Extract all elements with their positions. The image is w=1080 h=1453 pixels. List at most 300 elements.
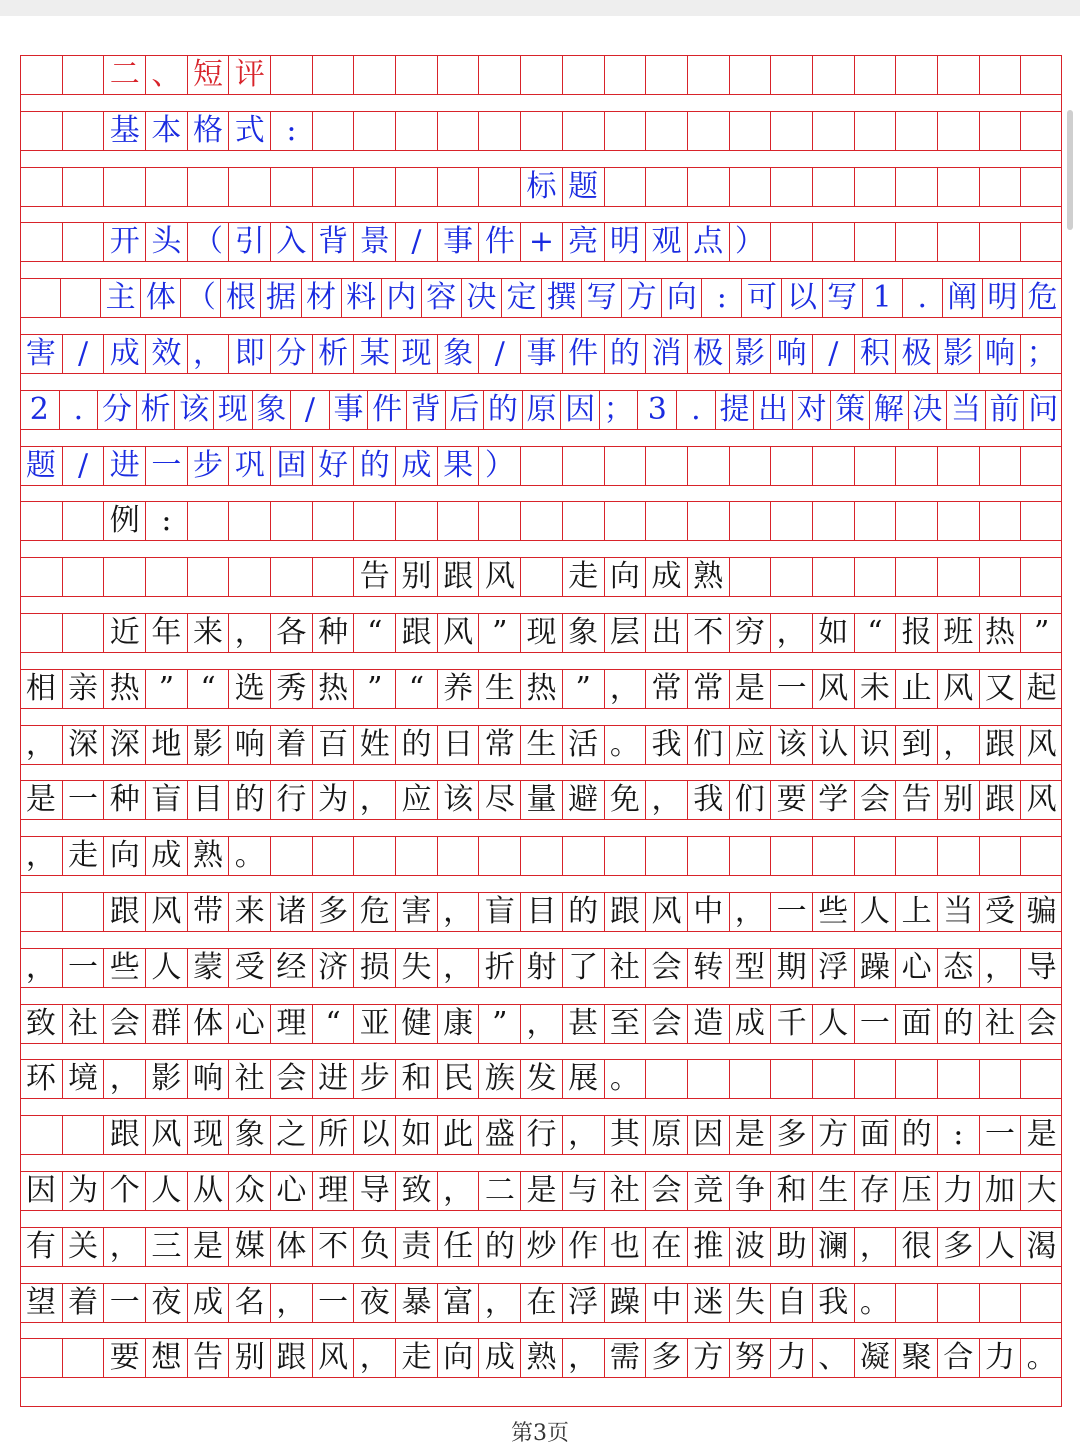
- grid-cell: 族: [478, 1060, 520, 1098]
- grid-cell: ”: [478, 1005, 520, 1043]
- grid-cell: [62, 168, 104, 206]
- grid-cell: :: [701, 279, 741, 317]
- grid-cell: 成: [395, 447, 437, 485]
- grid-cell: ；: [599, 391, 638, 429]
- grid-cell: 行: [270, 781, 312, 819]
- grid-row: [20, 222, 1062, 262]
- grid-cell: [270, 168, 312, 206]
- grid-cell: [103, 558, 145, 596]
- grid-cell: ，: [562, 1116, 604, 1154]
- grid-cell: 受: [979, 893, 1021, 931]
- grid-cell: [312, 837, 354, 875]
- grid-cell: 别: [937, 781, 979, 819]
- grid-cell: +: [520, 223, 562, 261]
- grid-cell: 聚: [895, 1339, 937, 1377]
- grid-cell: 不: [312, 1228, 354, 1266]
- grid-row: [20, 55, 1062, 95]
- grid-cell: [937, 56, 979, 94]
- grid-cell: 相: [25, 670, 56, 706]
- grid-cell: 心: [228, 1005, 270, 1043]
- grid-cell: 炒: [520, 1228, 562, 1266]
- grid-cell: 。: [604, 1060, 646, 1098]
- grid-cell: 展: [562, 1060, 604, 1098]
- grid-cell: 人: [145, 1172, 187, 1210]
- grid-cell: 力: [770, 1339, 812, 1377]
- grid-cell: [895, 1284, 937, 1322]
- grid-cell: [60, 279, 100, 317]
- grid-cell: [20, 112, 62, 150]
- grid-cell: 存: [854, 1172, 896, 1210]
- grid-cell: 社: [979, 1005, 1021, 1043]
- grid-cell: 后: [445, 391, 484, 429]
- grid-cell: 尽: [478, 781, 520, 819]
- grid-cell: 在: [645, 1228, 687, 1266]
- grid-cell: [1020, 447, 1062, 485]
- grid-cell: 分: [97, 391, 136, 429]
- grid-cell: [854, 558, 896, 596]
- grid-cell: [895, 223, 937, 261]
- grid-cell: 评: [228, 56, 270, 94]
- grid-cell: 例: [103, 502, 145, 540]
- grid-cell: [729, 1060, 771, 1098]
- grid-cell: 方: [812, 1116, 854, 1154]
- grid-cell: [854, 1060, 896, 1098]
- grid-cell: 因: [25, 1173, 56, 1208]
- grid-cell: 是: [729, 1116, 771, 1154]
- grid-cell: 多: [937, 1228, 979, 1266]
- grid-cell: 夜: [353, 1284, 395, 1322]
- grid-cell: [395, 502, 437, 540]
- grid-cell: 推: [687, 1228, 729, 1266]
- grid-cell: 该: [770, 726, 812, 764]
- grid-cell: 一: [62, 949, 104, 987]
- grid-cell: 消: [645, 335, 687, 373]
- grid-cell: ，: [103, 1228, 145, 1266]
- grid-cell: 方: [621, 279, 661, 317]
- grid-cell: 原: [522, 391, 561, 429]
- grid-row: [20, 501, 1062, 541]
- grid-cell: 班: [937, 614, 979, 652]
- grid-cell: [270, 558, 312, 596]
- grid-cell: [895, 558, 937, 596]
- grid-cell: [520, 837, 562, 875]
- grid-cell: 事: [437, 223, 479, 261]
- grid-cell: ，: [437, 1172, 479, 1210]
- grid-cell: 会: [645, 949, 687, 987]
- grid-cell: 着: [62, 1284, 104, 1322]
- grid-cell: :: [937, 1116, 979, 1154]
- grid-cell: 因: [687, 1116, 729, 1154]
- grid-cell: [687, 112, 729, 150]
- grid-row: [20, 1283, 1062, 1323]
- grid-cell: 识: [854, 726, 896, 764]
- grid-cell: [62, 614, 104, 652]
- grid-cell: 决: [461, 279, 501, 317]
- grid-cell: [770, 112, 812, 150]
- grid-cell: [145, 558, 187, 596]
- grid-cell: 失: [729, 1284, 771, 1322]
- grid-cell: 穷: [729, 614, 771, 652]
- grid-row: [20, 167, 1062, 207]
- grid-cell: 竞: [687, 1172, 729, 1210]
- grid-cell: 环: [25, 1061, 56, 1097]
- grid-row: [20, 1171, 1062, 1211]
- grid-cell: 2: [29, 391, 49, 427]
- grid-cell: 层: [604, 614, 646, 652]
- grid-cell: 应: [729, 726, 771, 764]
- grid-cell: [62, 558, 104, 596]
- grid-cell: 成: [187, 1284, 229, 1322]
- grid-cell: 众: [228, 1172, 270, 1210]
- grid-cell: [854, 837, 896, 875]
- grid-cell: 害: [395, 893, 437, 931]
- grid-cell: 熟: [687, 558, 729, 596]
- grid-cell: 现: [213, 391, 252, 429]
- grid-cell: [729, 56, 771, 94]
- grid-row: [20, 780, 1062, 820]
- grid-cell: 为: [312, 781, 354, 819]
- grid-cell: 社: [604, 949, 646, 987]
- grid-cell: 些: [812, 893, 854, 931]
- grid-cell: 决: [908, 391, 947, 429]
- grid-cell: [395, 837, 437, 875]
- grid-cell: [187, 502, 229, 540]
- grid-cell: [353, 837, 395, 875]
- grid-cell: 。: [854, 1284, 896, 1322]
- grid-cell: 极: [895, 335, 937, 373]
- grid-cell: 响: [979, 335, 1021, 373]
- grid-cell: ，: [854, 1228, 896, 1266]
- grid-cell: 群: [145, 1005, 187, 1043]
- grid-row: [20, 892, 1062, 932]
- grid-cell: [20, 168, 62, 206]
- grid-cell: 百: [312, 726, 354, 764]
- grid-cell: 析: [136, 391, 175, 429]
- grid-cell: [103, 168, 145, 206]
- grid-cell: 影: [937, 335, 979, 373]
- grid-cell: [729, 168, 771, 206]
- grid-cell: [979, 1060, 1021, 1098]
- grid-cell: [1020, 1060, 1062, 1098]
- grid-cell: 我: [645, 726, 687, 764]
- grid-cell: [353, 56, 395, 94]
- grid-cell: 出: [753, 391, 792, 429]
- grid-cell: [687, 1060, 729, 1098]
- grid-cell: ）: [729, 223, 771, 261]
- grid-cell: [937, 168, 979, 206]
- grid-cell: ，: [25, 726, 56, 762]
- grid-cell: [687, 447, 729, 485]
- grid-cell: 影: [187, 726, 229, 764]
- grid-cell: 的: [483, 391, 522, 429]
- grid-cell: 。: [228, 837, 270, 875]
- scrollbar-thumb[interactable]: [1067, 110, 1073, 230]
- grid-cell: 人: [979, 1228, 1021, 1266]
- grid-cell: [562, 837, 604, 875]
- grid-cell: 加: [979, 1172, 1021, 1210]
- grid-cell: 折: [478, 949, 520, 987]
- grid-cell: 背: [312, 223, 354, 261]
- grid-cell: ”: [353, 670, 395, 708]
- grid-cell: ，: [770, 614, 812, 652]
- grid-cell: [312, 56, 354, 94]
- grid-cell: 风: [437, 614, 479, 652]
- grid-cell: 本: [145, 112, 187, 150]
- grid-row: [20, 669, 1062, 709]
- grid-cell: 期: [770, 949, 812, 987]
- grid-cell: 。: [604, 726, 646, 764]
- grid-cell: 助: [770, 1228, 812, 1266]
- grid-cell: 力: [937, 1172, 979, 1210]
- grid-cell: [895, 56, 937, 94]
- grid-cell: 风: [145, 1116, 187, 1154]
- grid-cell: 民: [437, 1060, 479, 1098]
- grid-cell: 告: [895, 781, 937, 819]
- grid-cell: 深: [62, 726, 104, 764]
- grid-cell: 是: [1020, 1116, 1062, 1154]
- grid-cell: 有: [25, 1228, 56, 1264]
- grid-cell: 与: [562, 1172, 604, 1210]
- grid-row: [20, 948, 1062, 988]
- grid-cell: 明: [982, 279, 1022, 317]
- grid-cell: 策: [830, 391, 869, 429]
- grid-cell: 步: [353, 1060, 395, 1098]
- grid-cell: 人: [812, 1005, 854, 1043]
- grid-cell: 的: [395, 726, 437, 764]
- grid-cell: [812, 168, 854, 206]
- grid-cell: 和: [770, 1172, 812, 1210]
- grid-cell: [312, 558, 354, 596]
- grid-cell: 热: [979, 614, 1021, 652]
- grid-cell: 多: [770, 1116, 812, 1154]
- grid-cell: 因: [560, 391, 599, 429]
- grid-cell: [270, 502, 312, 540]
- grid-cell: 止: [895, 670, 937, 708]
- grid-cell: ；: [1020, 335, 1062, 373]
- grid-cell: 任: [437, 1228, 479, 1266]
- grid-cell: 亚: [353, 1005, 395, 1043]
- grid-cell: 一: [103, 1284, 145, 1322]
- grid-cell: [937, 223, 979, 261]
- grid-cell: 社: [604, 1172, 646, 1210]
- grid-cell: [812, 558, 854, 596]
- grid-cell: 、: [145, 56, 187, 94]
- grid-cell: 积: [854, 335, 896, 373]
- grid-cell: （: [187, 223, 229, 261]
- grid-cell: [437, 502, 479, 540]
- grid-cell: /: [62, 447, 104, 485]
- grid-cell: [395, 112, 437, 150]
- grid-cell: 大: [1020, 1172, 1062, 1210]
- grid-cell: [937, 502, 979, 540]
- grid-cell: 料: [341, 279, 381, 317]
- grid-cell: 容: [421, 279, 461, 317]
- grid-cell: 某: [353, 335, 395, 373]
- grid-cell: 风: [937, 670, 979, 708]
- grid-cell: [395, 168, 437, 206]
- grid-cell: 是: [187, 1228, 229, 1266]
- grid-cell: 写: [822, 279, 862, 317]
- grid-cell: 头: [145, 223, 187, 261]
- grid-cell: 方: [687, 1339, 729, 1377]
- grid-cell: 努: [729, 1339, 771, 1377]
- grid-row: [20, 1059, 1062, 1099]
- grid-cell: 走: [395, 1339, 437, 1377]
- grid-cell: 亮: [562, 223, 604, 261]
- grid-cell: （: [180, 279, 220, 317]
- grid-cell: 跟: [604, 893, 646, 931]
- grid-cell: 致: [395, 1172, 437, 1210]
- grid-cell: [562, 56, 604, 94]
- grid-cell: [478, 112, 520, 150]
- grid-cell: 入: [270, 223, 312, 261]
- grid-cell: [270, 837, 312, 875]
- grid-row: [20, 725, 1062, 765]
- grid-cell: [1020, 56, 1062, 94]
- grid-cell: 二: [478, 1172, 520, 1210]
- grid-cell: 名: [228, 1284, 270, 1322]
- grid-cell: 格: [187, 112, 229, 150]
- grid-cell: 转: [687, 949, 729, 987]
- grid-cell: 夜: [145, 1284, 187, 1322]
- grid-cell: 成: [645, 558, 687, 596]
- grid-cell: [604, 837, 646, 875]
- grid-cell: 当: [946, 391, 985, 429]
- grid-cell: 在: [520, 1284, 562, 1322]
- grid-cell: 人: [145, 949, 187, 987]
- grid-cell: 争: [729, 1172, 771, 1210]
- grid-cell: 风: [312, 1339, 354, 1377]
- grid-cell: 原: [645, 1116, 687, 1154]
- grid-cell: 以: [781, 279, 821, 317]
- grid-cell: 景: [353, 223, 395, 261]
- grid-cell: 危: [1022, 279, 1062, 317]
- grid-cell: 进: [312, 1060, 354, 1098]
- grid-cell: 会: [1020, 1005, 1062, 1043]
- grid-cell: .: [59, 391, 98, 429]
- grid-cell: 人: [854, 893, 896, 931]
- grid-cell: “: [854, 614, 896, 652]
- grid-cell: ”: [1020, 614, 1062, 652]
- grid-cell: 凝: [854, 1339, 896, 1377]
- grid-cell: ，: [478, 1284, 520, 1322]
- grid-cell: 会: [854, 781, 896, 819]
- grid-cell: 风: [645, 893, 687, 931]
- grid-cell: [312, 112, 354, 150]
- grid-row: [20, 613, 1062, 653]
- grid-cell: 亲: [62, 670, 104, 708]
- grid-cell: [770, 837, 812, 875]
- grid-cell: [729, 558, 771, 596]
- grid-cell: [478, 168, 520, 206]
- grid-cell: 盲: [145, 781, 187, 819]
- grid-cell: 引: [228, 223, 270, 261]
- grid-cell: [854, 502, 896, 540]
- grid-cell: [395, 56, 437, 94]
- grid-cell: 来: [228, 893, 270, 931]
- grid-cell: 象: [228, 1116, 270, 1154]
- grid-cell: 诸: [270, 893, 312, 931]
- grid-cell: 会: [103, 1005, 145, 1043]
- grid-cell: [520, 558, 562, 596]
- grid-cell: [62, 112, 104, 150]
- grid-cell: 别: [228, 1339, 270, 1377]
- grid-cell: [895, 837, 937, 875]
- grid-cell: 根: [220, 279, 260, 317]
- grid-cell: 盲: [478, 893, 520, 931]
- grid-cell: 此: [437, 1116, 479, 1154]
- grid-cell: [562, 447, 604, 485]
- grid-cell: 选: [228, 670, 270, 708]
- grid-cell: 出: [645, 614, 687, 652]
- grid-cell: 明: [604, 223, 646, 261]
- grid-cell: 主: [100, 279, 140, 317]
- grid-cell: 境: [62, 1060, 104, 1098]
- grid-cell: [20, 56, 62, 94]
- grid-cell: 题: [25, 447, 56, 483]
- grid-cell: 撰: [541, 279, 581, 317]
- grid-cell: [62, 1116, 104, 1154]
- grid-row: [20, 1338, 1062, 1378]
- grid-cell: 热: [103, 670, 145, 708]
- grid-cell: ，: [520, 1005, 562, 1043]
- grid-cell: 件: [367, 391, 406, 429]
- grid-cell: 事: [329, 391, 368, 429]
- grid-cell: 进: [103, 447, 145, 485]
- grid-cell: 风: [1020, 726, 1062, 764]
- grid-cell: 跟: [395, 614, 437, 652]
- grid-cell: 了: [562, 949, 604, 987]
- grid-row: [20, 278, 1062, 318]
- grid-cell: 蒙: [187, 949, 229, 987]
- grid-cell: 式: [228, 112, 270, 150]
- grid-cell: 告: [187, 1339, 229, 1377]
- grid-cell: [854, 223, 896, 261]
- grid-cell: 成: [145, 837, 187, 875]
- grid-cell: ，: [645, 781, 687, 819]
- grid-cell: 题: [562, 168, 604, 206]
- grid-cell: 合: [937, 1339, 979, 1377]
- grid-cell: 件: [478, 223, 520, 261]
- grid-cell: [520, 447, 562, 485]
- grid-cell: 生: [812, 1172, 854, 1210]
- grid-cell: 短: [187, 56, 229, 94]
- grid-cell: 一: [62, 781, 104, 819]
- grid-cell: “: [312, 1005, 354, 1043]
- grid-cell: 标: [520, 168, 562, 206]
- grid-cell: ，: [979, 949, 1021, 987]
- grid-cell: 澜: [812, 1228, 854, 1266]
- grid-cell: [62, 223, 104, 261]
- grid-cell: ）: [478, 447, 520, 485]
- grid-cell: [854, 56, 896, 94]
- grid-cell: [687, 837, 729, 875]
- grid-cell: 内: [381, 279, 421, 317]
- grid-cell: “: [395, 670, 437, 708]
- grid-cell: 一: [854, 1005, 896, 1043]
- grid-cell: 关: [62, 1228, 104, 1266]
- grid-cell: [770, 558, 812, 596]
- page-number: 第3页: [511, 1421, 569, 1446]
- grid-cell: 浮: [812, 949, 854, 987]
- grid-row: [20, 111, 1062, 151]
- grid-cell: 危: [353, 893, 395, 931]
- grid-cell: 活: [562, 726, 604, 764]
- grid-cell: 作: [562, 1228, 604, 1266]
- grid-cell: 熟: [520, 1339, 562, 1377]
- grid-cell: [1020, 558, 1062, 596]
- grid-cell: [145, 168, 187, 206]
